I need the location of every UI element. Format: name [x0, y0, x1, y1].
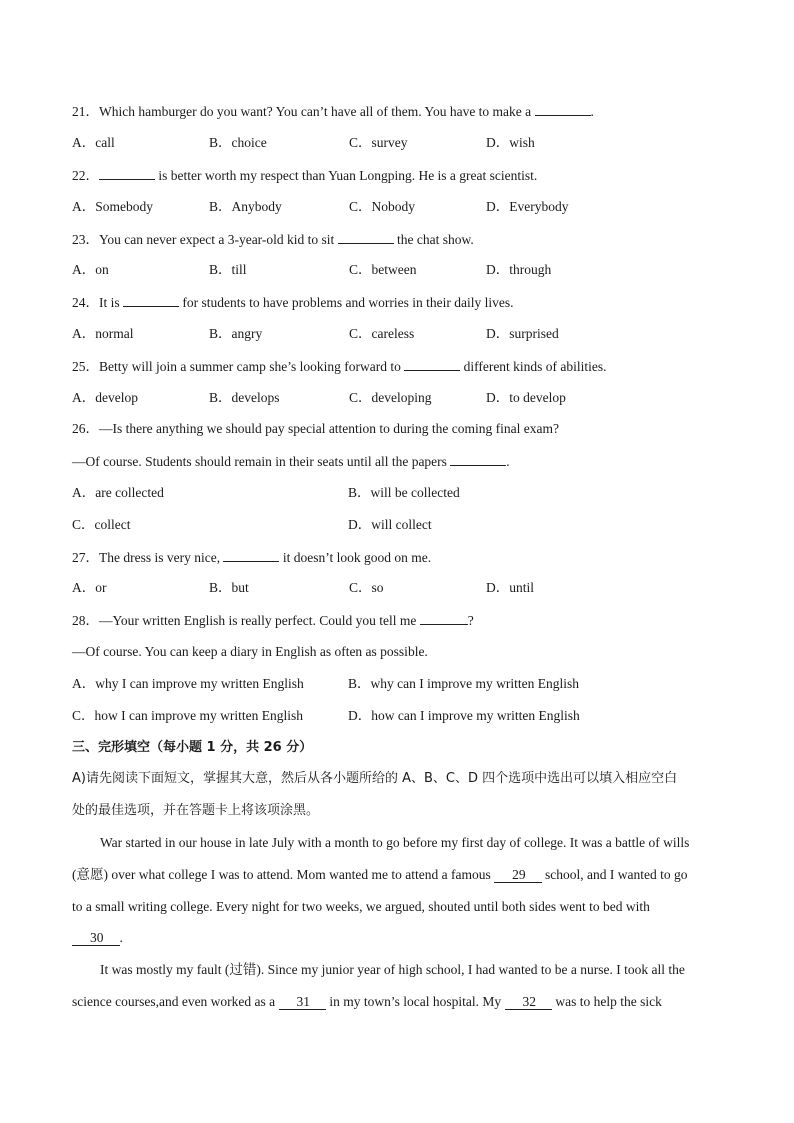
option-d: D．until — [486, 580, 535, 595]
answer-blank — [420, 611, 468, 625]
option-b: B．till — [209, 262, 247, 277]
passage-line: to a small writing college. Every night for two weeks, we argued, shouted until both sides went to bed with — [72, 899, 650, 914]
question-number: 24． — [72, 295, 99, 310]
option-c: C．careless — [349, 326, 415, 341]
cloze-blank-31: 31 — [279, 994, 327, 1010]
option-a: A．on — [72, 262, 109, 277]
question-21: 21．Which hamburger do you want? You can’t have all of them. You have to make a . — [72, 104, 594, 119]
answer-blank — [450, 452, 506, 466]
option-c: C．collect — [72, 517, 131, 532]
question-number: 26． — [72, 421, 99, 436]
option-a: A．why I can improve my written English — [72, 676, 304, 691]
option-d: D．surprised — [486, 326, 559, 341]
question-number: 28． — [72, 613, 99, 628]
option-c: C．developing — [349, 390, 432, 405]
question-26-reply: —Of course. Students should remain in their seats until all the papers . — [72, 454, 510, 469]
option-a: A．call — [72, 135, 115, 150]
answer-blank — [338, 230, 394, 244]
option-c: C．how I can improve my written English — [72, 708, 303, 723]
passage-line: 30 . — [72, 929, 123, 947]
question-22: 22． is better worth my respect than Yuan Longping. He is a great scientist. — [72, 168, 538, 183]
passage-line: science courses,and even worked as a 31 in my town’s local hospital. My 32 was to help the sick — [72, 994, 662, 1009]
option-b: B．but — [209, 580, 249, 595]
cloze-blank-32: 32 — [505, 994, 553, 1010]
answer-blank — [99, 166, 155, 180]
option-b: B．choice — [209, 135, 267, 150]
option-a: A．develop — [72, 390, 138, 405]
option-b: B．angry — [209, 326, 263, 341]
option-c: C．so — [349, 580, 384, 595]
option-d: D．how can I improve my written English — [348, 708, 580, 723]
question-number: 21． — [72, 104, 99, 119]
question-28-reply: —Of course. You can keep a diary in English as often as possible. — [72, 644, 428, 659]
passage-line: It was mostly my fault (过错). Since my junior year of high school, I had wanted to be a nurse. I took all the — [100, 962, 685, 977]
question-number: 27． — [72, 550, 99, 565]
option-d: D．wish — [486, 135, 535, 150]
question-28: 28．—Your written English is really perfect. Could you tell me ? — [72, 613, 474, 628]
option-a: A．are collected — [72, 485, 164, 500]
option-a: A．Somebody — [72, 199, 153, 214]
option-b: B．will be collected — [348, 485, 460, 500]
section-title: 三、完形填空（每小题 1 分，共 26 分） — [72, 740, 313, 755]
option-c: C．Nobody — [349, 199, 416, 214]
question-26: 26．—Is there anything we should pay special attention to during the coming final exam? — [72, 421, 560, 436]
option-b: B．why can I improve my written English — [348, 676, 579, 691]
question-number: 22． — [72, 168, 99, 183]
question-25: 25．Betty will join a summer camp she’s looking forward to different kinds of abilities. — [72, 359, 607, 374]
option-d: D．will collect — [348, 517, 432, 532]
section-instruction: A)请先阅读下面短文，掌握其大意，然后从各小题所给的 A、B、C、D 四个选项中选出可以填入相应空白 — [72, 771, 678, 786]
cloze-blank-30: 30 — [72, 930, 120, 946]
answer-blank — [535, 102, 591, 116]
passage-line: War started in our house in late July with a month to go before my first day of college. It was a battle of wills — [100, 835, 690, 850]
section-instruction-cont: 处的最佳选项，并在答题卡上将该项涂黑。 — [72, 803, 320, 818]
question-24: 24．It is for students to have problems and worries in their daily lives. — [72, 295, 514, 310]
answer-blank — [223, 548, 279, 562]
option-c: C．survey — [349, 135, 408, 150]
option-d: D．Everybody — [486, 199, 569, 214]
option-c: C．between — [349, 262, 417, 277]
option-a: A．normal — [72, 326, 134, 341]
answer-blank — [404, 357, 460, 371]
question-23: 23．You can never expect a 3-year-old kid to sit the chat show. — [72, 232, 474, 247]
passage-line: (意愿) over what college I was to attend. Mom wanted me to attend a famous 29 school, and I wanted to go — [72, 867, 688, 882]
question-27: 27．The dress is very nice, it doesn’t look good on me. — [72, 550, 432, 565]
option-d: D．through — [486, 262, 552, 277]
option-a: A．or — [72, 580, 107, 595]
question-number: 25． — [72, 359, 99, 374]
question-number: 23． — [72, 232, 99, 247]
option-d: D．to develop — [486, 390, 566, 405]
answer-blank — [123, 293, 179, 307]
option-b: B．develops — [209, 390, 280, 405]
option-b: B．Anybody — [209, 199, 282, 214]
cloze-blank-29: 29 — [494, 867, 542, 883]
